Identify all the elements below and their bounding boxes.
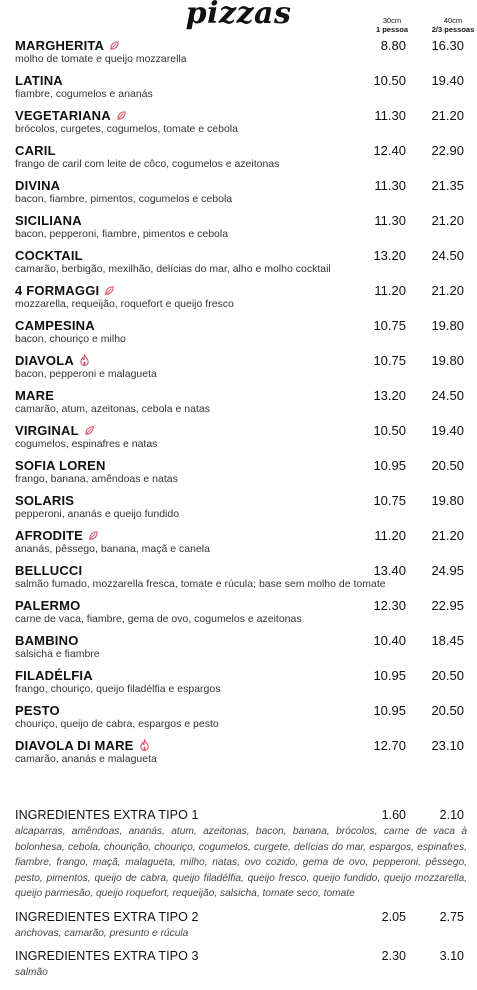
pizza-description: camarão, atum, azeitonas, cebola e natas bbox=[15, 403, 210, 415]
pizza-description: frango de caril com leite de côco, cogumelos e azeitonas bbox=[15, 158, 280, 170]
column-size: 40cm bbox=[443, 16, 463, 25]
price-40cm: 16.30 bbox=[431, 38, 464, 53]
extra-price-30cm: 1.60 bbox=[381, 808, 406, 822]
menu-item bbox=[15, 563, 470, 597]
extra-price-30cm: 2.05 bbox=[381, 910, 406, 924]
menu-item bbox=[15, 353, 470, 387]
price-40cm: 19.80 bbox=[431, 493, 464, 508]
pizza-description: frango, chouriço, queijo filadélfia e espargos bbox=[15, 683, 221, 695]
pizza-description: molho de tomate e queijo mozzarella bbox=[15, 53, 187, 65]
leaf-icon bbox=[88, 529, 99, 544]
price-30cm: 11.20 bbox=[374, 528, 406, 543]
pizza-name bbox=[15, 73, 63, 88]
pizza-description: pepperoni, ananás e queijo fundido bbox=[15, 508, 180, 520]
price-30cm: 12.40 bbox=[373, 143, 406, 158]
price-30cm: 13.20 bbox=[373, 248, 406, 263]
leaf-icon bbox=[109, 39, 120, 54]
price-40cm: 23.10 bbox=[431, 738, 464, 753]
pizza-name-label: COCKTAIL bbox=[15, 248, 83, 263]
extra-price-40cm: 3.10 bbox=[439, 949, 464, 963]
pizza-name bbox=[15, 563, 82, 578]
menu-item bbox=[15, 318, 470, 352]
pizza-name bbox=[15, 388, 54, 403]
pizza-name-label: PALERMO bbox=[15, 598, 81, 613]
price-30cm: 11.20 bbox=[374, 283, 406, 298]
column-people: 1 pessoa bbox=[375, 25, 409, 34]
flame-icon bbox=[139, 739, 150, 754]
pizza-description: carne de vaca, fiambre, gema de ovo, cogumelos e azeitonas bbox=[15, 613, 302, 625]
pizza-name bbox=[15, 668, 93, 683]
price-40cm: 19.80 bbox=[431, 318, 464, 333]
price-30cm: 10.75 bbox=[373, 493, 406, 508]
pizza-description: bacon, fiambre, pimentos, cogumelos e cebola bbox=[15, 193, 233, 205]
pizza-description: salsicha e fiambre bbox=[15, 648, 100, 660]
pizza-name-label: DIAVOLA DI MARE bbox=[15, 738, 134, 753]
pizza-description: brócolos, curgetes, cogumelos, tomate e cebola bbox=[15, 123, 238, 135]
menu-item bbox=[15, 283, 470, 317]
extra-price-40cm: 2.10 bbox=[439, 808, 464, 822]
pizza-name bbox=[15, 598, 80, 613]
menu-item bbox=[15, 703, 470, 737]
pizza-name bbox=[15, 283, 115, 299]
leaf-icon bbox=[116, 109, 127, 124]
pizza-name-label: MARE bbox=[15, 388, 55, 403]
pizza-name bbox=[15, 143, 56, 158]
price-40cm: 21.20 bbox=[431, 108, 464, 123]
extra-description: alcaparras, amêndoas, ananás, atum, azeitonas, bacon, banana, brócolos, carne de vaca à bolonhesa, cebola, chourição, chouriço, cogumelos, curgete, delícias do mar, espargos, espinafres, fiambre, frango, maçã, malagueta, milho, natas, ovo cozido, gema de ovo, pepperoni, pêssego, pesto, pimentos, queijo de cabra, queijo filadélfia, queijo fresco, queijo fundido, queijo mozzarella, queijo parmesão, queijo roquefort, requeijão, salsicha, tomate seco, tomate bbox=[15, 826, 467, 899]
pizza-name bbox=[15, 738, 150, 754]
price-40cm: 21.20 bbox=[431, 213, 464, 228]
column-header-30cm bbox=[357, 16, 427, 34]
pizza-name bbox=[15, 633, 79, 648]
pizza-description: bacon, chouriço e milho bbox=[15, 333, 126, 345]
price-40cm: 22.95 bbox=[431, 598, 464, 613]
price-30cm: 10.50 bbox=[373, 423, 406, 438]
pizza-name-label: VEGETARIANA bbox=[15, 108, 111, 123]
menu-item bbox=[15, 493, 470, 527]
price-40cm: 20.50 bbox=[431, 668, 464, 683]
pizza-name-label: DIVINA bbox=[15, 178, 61, 193]
pizza-name-label: FILADÉLFIA bbox=[15, 668, 93, 683]
column-people: 2/3 pessoas bbox=[431, 25, 475, 34]
pizza-name-label: SOFIA LOREN bbox=[15, 458, 106, 473]
pizza-name-label: SICILIANA bbox=[15, 213, 82, 228]
pizza-name-label: BAMBINO bbox=[15, 633, 79, 648]
menu-item bbox=[15, 73, 470, 107]
price-30cm: 12.30 bbox=[373, 598, 406, 613]
price-30cm: 10.40 bbox=[373, 633, 406, 648]
extra-description: anchovas, camarão, presunto e rúcula bbox=[15, 928, 189, 939]
pizza-name bbox=[15, 38, 120, 54]
price-40cm: 18.45 bbox=[431, 633, 464, 648]
pizza-name bbox=[15, 353, 90, 369]
leaf-icon bbox=[84, 424, 95, 439]
pizza-description: camarão, ananás e malagueta bbox=[15, 753, 157, 765]
menu-item bbox=[15, 213, 470, 247]
column-size: 30cm bbox=[382, 16, 402, 25]
price-30cm: 10.95 bbox=[373, 703, 406, 718]
menu-item bbox=[15, 528, 470, 562]
pizza-name-label: PESTO bbox=[15, 703, 60, 718]
extra-name: INGREDIENTES EXTRA TIPO 2 bbox=[15, 910, 199, 924]
price-40cm: 24.95 bbox=[431, 563, 464, 578]
menu-item bbox=[15, 633, 470, 667]
pizza-name-label: CARIL bbox=[15, 143, 56, 158]
menu-item bbox=[15, 423, 470, 457]
extra-price-40cm: 2.75 bbox=[439, 910, 464, 924]
extra-name: INGREDIENTES EXTRA TIPO 3 bbox=[15, 949, 199, 963]
price-30cm: 13.40 bbox=[373, 563, 406, 578]
pizza-name bbox=[15, 493, 74, 508]
price-30cm: 11.30 bbox=[374, 108, 406, 123]
pizza-name bbox=[15, 703, 60, 718]
price-30cm: 8.80 bbox=[380, 38, 406, 53]
menu-item bbox=[15, 178, 470, 212]
pizza-description: ananás, pêssego, banana, maçã e canela bbox=[15, 543, 210, 555]
price-40cm: 20.50 bbox=[431, 458, 464, 473]
menu-item bbox=[15, 668, 470, 702]
pizza-name-label: VIRGINAL bbox=[15, 423, 79, 438]
pizza-name bbox=[15, 423, 95, 439]
price-40cm: 24.50 bbox=[431, 248, 464, 263]
price-30cm: 10.95 bbox=[373, 458, 406, 473]
pizza-name bbox=[15, 213, 82, 228]
pizza-name-label: BELLUCCI bbox=[15, 563, 83, 578]
price-30cm: 10.95 bbox=[373, 668, 406, 683]
pizza-description: mozzarella, requeijão, roquefort e queijo fresco bbox=[15, 298, 234, 310]
pizza-name-label: 4 FORMAGGI bbox=[15, 283, 100, 298]
price-40cm: 24.50 bbox=[431, 388, 464, 403]
flame-icon bbox=[79, 354, 90, 369]
price-30cm: 12.70 bbox=[373, 738, 406, 753]
price-40cm: 20.50 bbox=[431, 703, 464, 718]
pizza-description: bacon, pepperoni e malagueta bbox=[15, 368, 157, 380]
price-30cm: 10.75 bbox=[373, 353, 406, 368]
pizza-name bbox=[15, 528, 99, 544]
extra-name: INGREDIENTES EXTRA TIPO 1 bbox=[15, 808, 199, 822]
menu-item bbox=[15, 458, 470, 492]
pizza-name-label: CAMPESINA bbox=[15, 318, 95, 333]
pizza-name-label: AFRODITE bbox=[15, 528, 84, 543]
pizza-name-label: MARGHERITA bbox=[15, 38, 105, 53]
price-40cm: 21.20 bbox=[431, 283, 464, 298]
column-header-40cm bbox=[418, 16, 477, 34]
price-30cm: 11.30 bbox=[374, 213, 406, 228]
pizza-name bbox=[15, 248, 83, 263]
pizza-name bbox=[15, 178, 60, 193]
pizza-description: frango, banana, amêndoas e natas bbox=[15, 473, 178, 485]
pizza-name bbox=[15, 318, 95, 333]
price-40cm: 19.80 bbox=[431, 353, 464, 368]
menu-item bbox=[15, 738, 470, 772]
price-30cm: 10.75 bbox=[373, 318, 406, 333]
pizza-name-label: DIAVOLA bbox=[15, 353, 74, 368]
pizza-name-label: SOLARIS bbox=[15, 493, 75, 508]
menu-item bbox=[15, 108, 470, 142]
price-40cm: 19.40 bbox=[431, 423, 464, 438]
pizza-description: cogumelos, espinafres e natas bbox=[15, 438, 158, 450]
menu-item bbox=[15, 143, 470, 177]
page-title: pizzas bbox=[185, 0, 292, 31]
price-30cm: 10.50 bbox=[373, 73, 406, 88]
leaf-icon bbox=[104, 284, 115, 299]
pizza-description: camarão, berbigão, mexilhão, delícias do mar, alho e molho cocktail bbox=[15, 263, 331, 275]
pizza-description: fiambre, cogumelos e ananás bbox=[15, 88, 153, 100]
price-40cm: 19.40 bbox=[431, 73, 464, 88]
price-30cm: 11.30 bbox=[374, 178, 406, 193]
pizza-description: chouriço, queijo de cabra, espargos e pesto bbox=[15, 718, 219, 730]
price-40cm: 22.90 bbox=[431, 143, 464, 158]
menu-item bbox=[15, 598, 470, 632]
menu-item bbox=[15, 248, 470, 282]
pizza-name-label: LATINA bbox=[15, 73, 63, 88]
pizza-description: salmão fumado, mozzarella fresca, tomate e rúcula; base sem molho de tomate bbox=[15, 578, 386, 590]
pizza-name bbox=[15, 108, 127, 124]
menu-item bbox=[15, 388, 470, 422]
price-40cm: 21.35 bbox=[431, 178, 464, 193]
extra-price-30cm: 2.30 bbox=[381, 949, 406, 963]
pizza-name bbox=[15, 458, 106, 473]
extra-description: salmão bbox=[15, 967, 48, 978]
price-40cm: 21.20 bbox=[431, 528, 464, 543]
menu-item bbox=[15, 38, 470, 72]
price-30cm: 13.20 bbox=[373, 388, 406, 403]
pizza-description: bacon, pepperoni, fiambre, pimentos e cebola bbox=[15, 228, 229, 240]
